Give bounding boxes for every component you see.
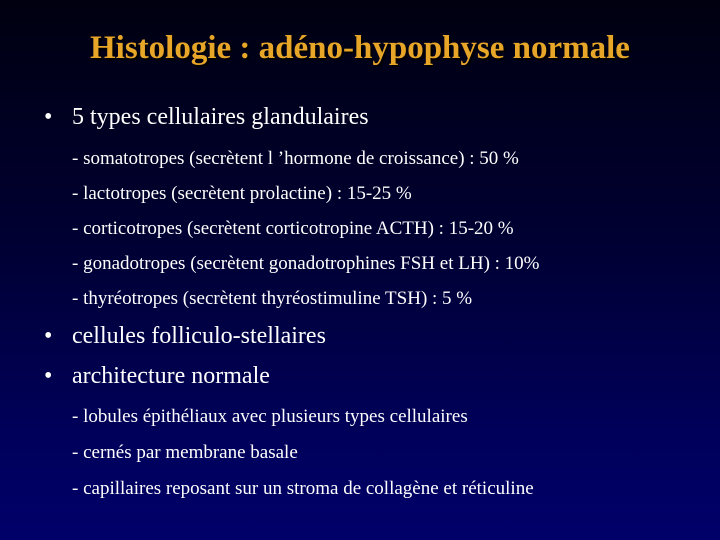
- sub-item: - thyréotropes (secrètent thyréostimuline TSH) : 5 %: [72, 288, 473, 309]
- bullet-marker: •: [44, 363, 53, 389]
- sub-item: - somatotropes (secrètent l ’hormone de croissance) : 50 %: [72, 148, 519, 169]
- sub-item: - lactotropes (secrètent prolactine) : 15-25 %: [72, 183, 412, 204]
- bullet-item: [44, 323, 326, 350]
- bullet-item: [44, 363, 270, 390]
- sub-item: - capillaires reposant sur un stroma de collagène et réticuline: [72, 478, 534, 499]
- bullet-text: 5 types cellulaires glandulaires: [72, 104, 369, 130]
- bullet-text: architecture normale: [72, 363, 270, 389]
- sub-item: - cernés par membrane basale: [72, 442, 298, 463]
- slide-title: Histologie : adéno-hypophyse normale: [90, 30, 630, 66]
- bullet-marker: •: [44, 323, 53, 349]
- bullet-item: [44, 104, 369, 131]
- sub-item: - lobules épithéliaux avec plusieurs types cellulaires: [72, 406, 468, 427]
- bullet-text: cellules folliculo-stellaires: [72, 323, 326, 349]
- sub-item: - gonadotropes (secrètent gonadotrophines FSH et LH) : 10%: [72, 253, 540, 274]
- sub-item: - corticotropes (secrètent corticotropine ACTH) : 15-20 %: [72, 218, 514, 239]
- bullet-marker: •: [44, 104, 53, 130]
